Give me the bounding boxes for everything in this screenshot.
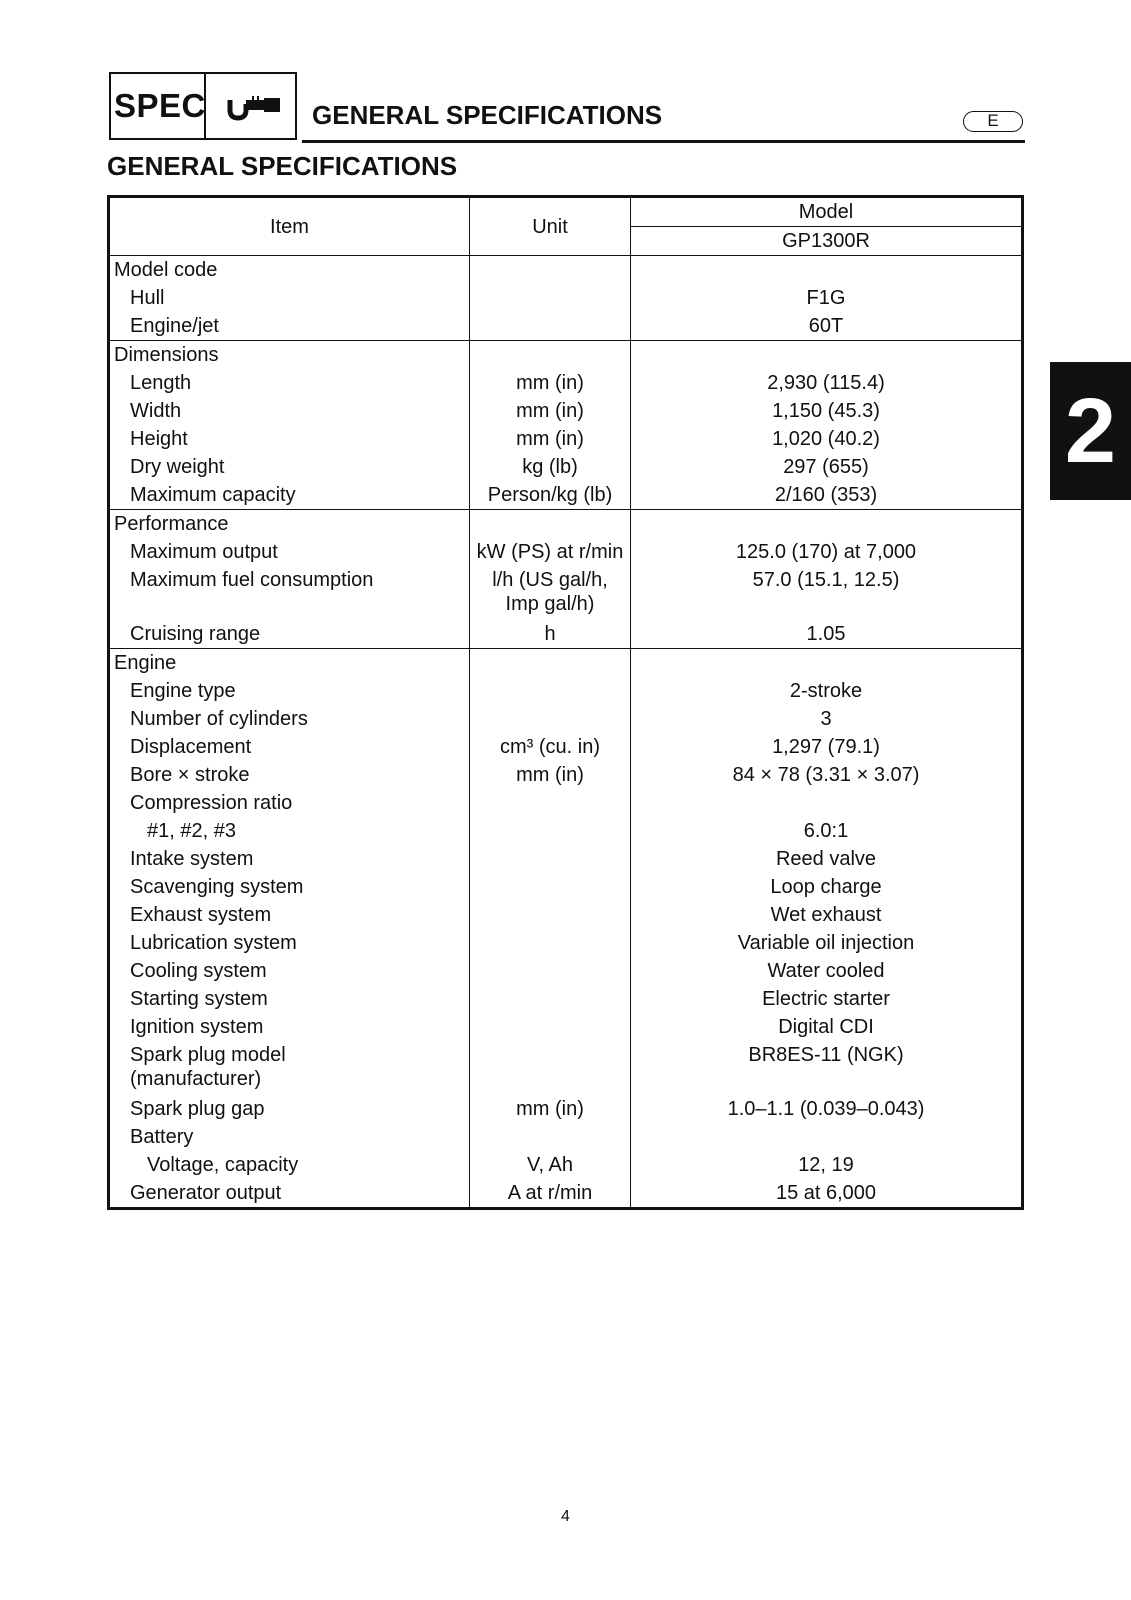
row-value: Wet exhaust [770, 904, 882, 926]
row-unit: mm (in) [470, 425, 631, 453]
row-value: Digital CDI [778, 1016, 874, 1038]
row-item: Dry weight [109, 453, 470, 481]
row-unit [470, 677, 631, 705]
row-item: Length [109, 369, 470, 397]
row-value: 6.0:1 [803, 820, 849, 842]
row-item: Bore × stroke [109, 761, 470, 789]
row-unit: A at r/min [470, 1179, 631, 1209]
row-value [631, 510, 1023, 539]
row-value: 1,150 (45.3) [772, 400, 880, 422]
table-row [109, 620, 1023, 649]
row-item: Width [109, 397, 470, 425]
row-item: Cooling system [109, 957, 470, 985]
row-unit [470, 284, 631, 312]
header-model: Model [631, 197, 1023, 227]
row-unit [470, 873, 631, 901]
row-unit [470, 985, 631, 1013]
micrometer-icon [224, 96, 284, 122]
row-unit [470, 649, 631, 678]
row-unit [470, 901, 631, 929]
row-item: Maximum output [109, 538, 470, 566]
table-row [109, 957, 1023, 985]
table-row [109, 677, 1023, 705]
row-value: 1.05 [631, 620, 1023, 649]
row-unit: Person/kg (lb) [470, 481, 631, 510]
header-item: Item [109, 197, 470, 256]
table-row [109, 425, 1023, 453]
micrometer-icon-box [204, 72, 297, 140]
row-value: Water cooled [767, 960, 885, 982]
row-unit [470, 817, 631, 845]
row-unit [470, 1041, 631, 1095]
row-item: Spark plug model (manufacturer) [109, 1041, 470, 1095]
row-item: Starting system [109, 985, 470, 1013]
table-row [109, 845, 1023, 873]
header-model-code: GP1300R [631, 227, 1023, 256]
row-value: 57.0 (15.1, 12.5) [752, 569, 900, 591]
table-row [109, 369, 1023, 397]
row-value: 2,930 (115.4) [767, 372, 885, 394]
row-value: BR8ES-11 (NGK) [748, 1044, 904, 1066]
row-item: Maximum capacity [109, 481, 470, 510]
row-item: Intake system [109, 845, 470, 873]
table-row [109, 256, 1023, 285]
row-item: Exhaust system [109, 901, 470, 929]
table-row [109, 1041, 1023, 1095]
row-value: 60T [631, 312, 1023, 341]
row-unit [470, 845, 631, 873]
chapter-tab: 2 [1050, 362, 1131, 500]
row-unit: mm (in) [470, 397, 631, 425]
row-value [631, 256, 1023, 285]
table-row [109, 761, 1023, 789]
row-unit [470, 929, 631, 957]
table-row [109, 789, 1023, 817]
row-item: Ignition system [109, 1013, 470, 1041]
spec-table [107, 195, 1024, 1210]
row-item: Displacement [109, 733, 470, 761]
row-item: Maximum fuel consumption [109, 566, 470, 620]
row-unit [470, 312, 631, 341]
row-unit [470, 1123, 631, 1151]
row-value: 1.0–1.1 (0.039–0.043) [727, 1098, 925, 1120]
row-unit: kW (PS) at r/min [470, 538, 631, 566]
row-value: Loop charge [770, 876, 882, 898]
row-item: Engine/jet [109, 312, 470, 341]
table-row [109, 1179, 1023, 1209]
row-unit: l/h (US gal/h, Imp gal/h) [470, 566, 631, 620]
row-item: Dimensions [109, 341, 470, 370]
row-unit [470, 1013, 631, 1041]
row-value: Electric starter [762, 988, 890, 1010]
row-value: 15 at 6,000 [775, 1182, 877, 1204]
row-item: Performance [109, 510, 470, 539]
row-item: Voltage, capacity [109, 1151, 470, 1179]
row-value [631, 341, 1023, 370]
row-value: 84 × 78 (3.31 × 3.07) [732, 764, 920, 786]
row-unit: mm (in) [470, 761, 631, 789]
row-item: Cruising range [109, 620, 470, 649]
row-value: 1,297 (79.1) [772, 736, 880, 758]
table-row [109, 284, 1023, 312]
row-item: Model code [109, 256, 470, 285]
row-value: 12, 19 [798, 1154, 854, 1176]
header-rule [302, 140, 1025, 143]
row-unit: mm (in) [470, 369, 631, 397]
row-item: Generator output [109, 1179, 470, 1209]
page-number: 4 [561, 1508, 570, 1525]
table-row [109, 901, 1023, 929]
row-unit: h [470, 620, 631, 649]
row-value: 297 (655) [783, 456, 869, 478]
table-row [109, 985, 1023, 1013]
table-row [109, 817, 1023, 845]
row-value: 3 [820, 708, 832, 730]
row-item: Height [109, 425, 470, 453]
table-row [109, 1095, 1023, 1123]
table-row [109, 929, 1023, 957]
table-row [109, 873, 1023, 901]
header-title: GENERAL SPECIFICATIONS [312, 100, 663, 130]
row-item: Spark plug gap [109, 1095, 470, 1123]
row-item: Hull [109, 284, 470, 312]
row-item: Battery [109, 1123, 470, 1151]
row-value: Reed valve [775, 848, 877, 870]
table-row [109, 566, 1023, 620]
table-row [109, 1013, 1023, 1041]
row-item: Lubrication system [109, 929, 470, 957]
table-row [109, 649, 1023, 678]
row-unit: kg (lb) [470, 453, 631, 481]
table-row [109, 510, 1023, 539]
row-value: Variable oil injection [737, 932, 915, 954]
row-item: Scavenging system [109, 873, 470, 901]
row-item: Engine [109, 649, 470, 678]
header-unit: Unit [470, 197, 631, 256]
spec-label: SPEC [114, 87, 206, 124]
row-unit: V, Ah [470, 1151, 631, 1179]
table-header-row [109, 197, 1023, 227]
row-unit [470, 957, 631, 985]
row-unit [470, 705, 631, 733]
row-unit: mm (in) [470, 1095, 631, 1123]
table-row [109, 453, 1023, 481]
row-value: 125.0 (170) at 7,000 [735, 541, 917, 563]
table-row [109, 1151, 1023, 1179]
row-item: Number of cylinders [109, 705, 470, 733]
table-row [109, 733, 1023, 761]
row-item: Compression ratio [109, 789, 470, 817]
table-row [109, 705, 1023, 733]
row-value: F1G [806, 287, 846, 309]
table-row [109, 397, 1023, 425]
row-value: 1,020 (40.2) [772, 428, 880, 450]
row-value [631, 1123, 1023, 1151]
row-unit [470, 510, 631, 539]
row-item: #1, #2, #3 [109, 817, 470, 845]
row-value: 2/160 (353) [631, 481, 1023, 510]
row-value: 2-stroke [789, 680, 863, 702]
spec-label-box [109, 72, 206, 140]
table-row [109, 341, 1023, 370]
row-value [631, 789, 1023, 817]
row-item: Engine type [109, 677, 470, 705]
row-unit: cm³ (cu. in) [470, 733, 631, 761]
table-row [109, 481, 1023, 510]
table-row [109, 312, 1023, 341]
table-row [109, 538, 1023, 566]
row-unit [470, 256, 631, 285]
row-unit [470, 341, 631, 370]
table-row [109, 1123, 1023, 1151]
language-badge: E [963, 111, 1023, 132]
row-unit [470, 789, 631, 817]
section-title: GENERAL SPECIFICATIONS [107, 151, 458, 181]
row-value [631, 649, 1023, 678]
